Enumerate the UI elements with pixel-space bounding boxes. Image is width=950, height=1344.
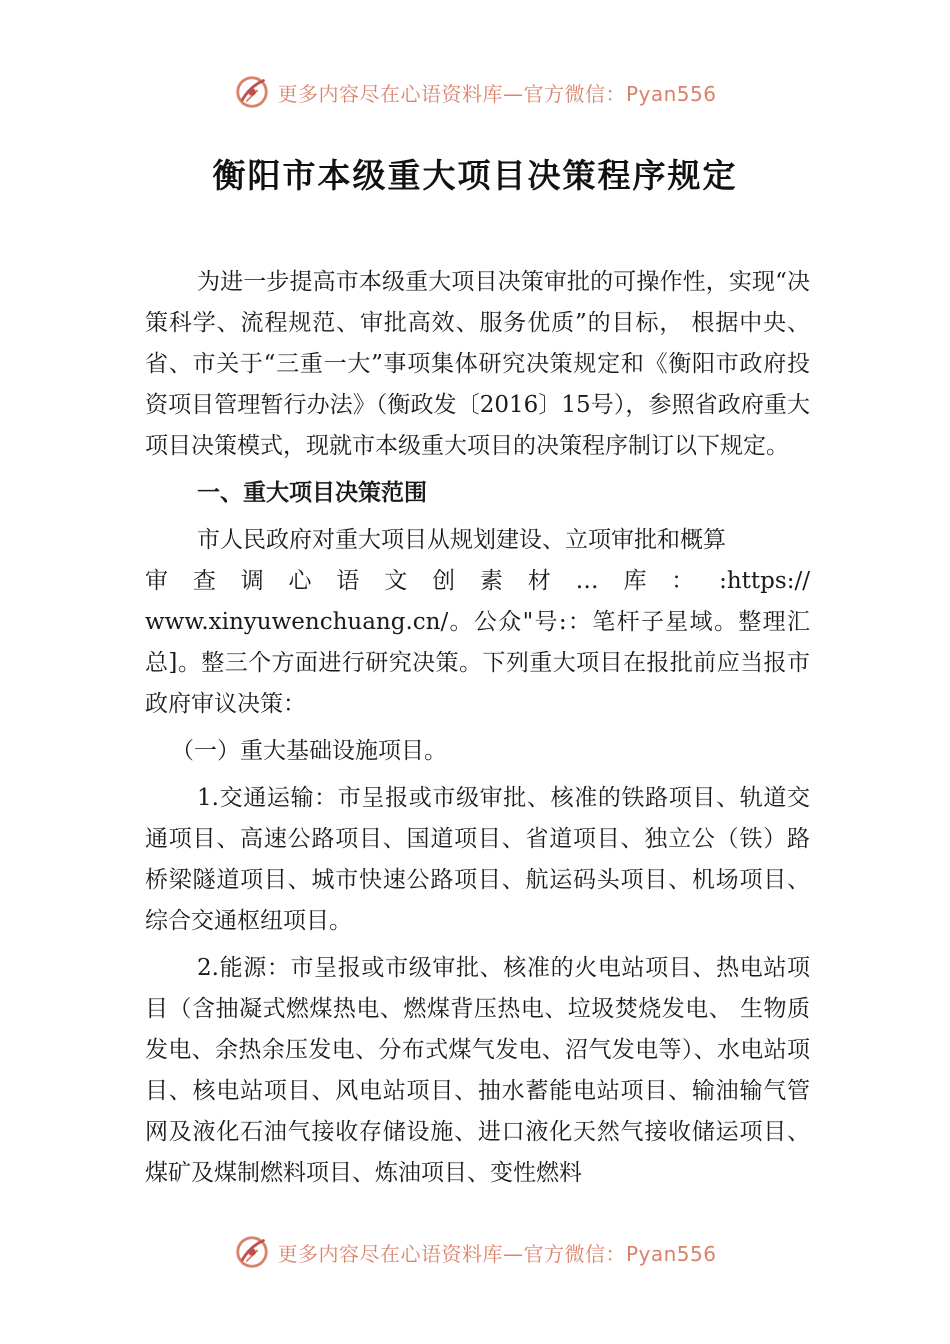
subsection-heading: （一）重大基础设施项目。 [171,738,447,764]
spread-char: 心 [288,568,312,594]
watermark-bottom [0,1230,950,1274]
item-transport: 1.交通运输：市呈报或市级审批、核准的铁路项目、轨道交通项目、高速公路项目、国道项目、省道项目、独立公（铁）路桥梁隧道项目、城市快速公路项目、航运码头项目、机场项目、综合交通枢纽项目。 [145,785,810,934]
watermark-top [0,70,950,114]
watermark-logo-icon [233,1233,271,1271]
watermark-text: 更多内容尽在心语资料库—官方微信：Pyan556 [277,1241,717,1266]
spread-char: 创 [432,568,456,594]
spread-char: ： [671,568,695,594]
section1-line1: 市人民政府对重大项目从规划建设、立项审批和概算 [197,527,726,553]
document-body [145,262,810,1194]
spread-char: … [575,568,599,594]
spread-char: 材 [527,568,551,594]
watermark-logo-icon [233,73,271,111]
section-heading: 一、重大项目决策范围 [197,480,427,506]
document-title: 衡阳市本级重大项目决策程序规定 [212,156,738,195]
section1-spread-line [145,561,810,602]
spread-char: 语 [336,568,360,594]
spread-char: 查 [192,568,216,594]
spread-char: 审 [145,568,168,594]
spread-char: 调 [240,568,264,594]
section1-paragraph-rest: www.xinyuwenchuang.cn/。公众"号:：笔杆子星域。整理汇总]。整三个方面进行研究决策。下列重大项目在报批前应当报市政府审议决策： [145,609,810,717]
intro-paragraph: 为进一步提高市本级重大项目决策审批的可操作性，实现“决策科学、流程规范、审批高效、服务优质”的目标， 根据中央、省、市关于“三重一大”事项集体研究决策规定和《衡阳市政府投资项目管理暂行办法》（衡政发〔2016〕15号），参照省政府重大项目决策模式，现就市本级重大项目的决策程序制订以下规定。 [145,269,810,459]
watermark-text: 更多内容尽在心语资料库—官方微信：Pyan556 [277,81,717,106]
spread-char: 文 [384,568,408,594]
spread-char: 库 [623,568,647,594]
item-energy: 2.能源：市呈报或市级审批、核准的火电站项目、热电站项目（含抽凝式燃煤热电、燃煤背压热电、垃圾焚烧发电、 生物质发电、余热余压发电、分布式煤气发电、沼气发电等）、水电站项目、核电站项目、风电站项目、抽水蓄能电站项目、输油输气管网及液化石油气接收存储设施、进口液化天然气接收储运项目、煤矿及煤制燃料项目、炼油项目、变性燃料 [145,955,810,1186]
spread-char: :https:// [719,568,810,594]
spread-char: 素 [479,568,503,594]
